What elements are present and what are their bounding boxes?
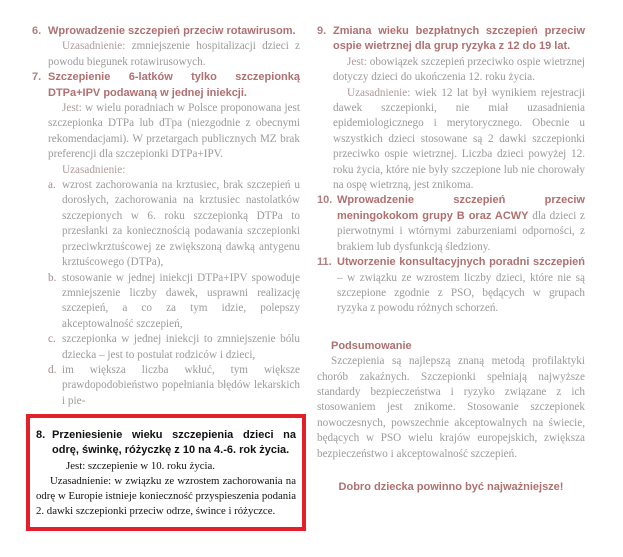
item-number: 11. [317, 256, 332, 269]
item-8 [36, 428, 296, 474]
item-10 [317, 193, 585, 255]
item-number: 10. [317, 194, 333, 207]
summary-heading: Podsumowanie [331, 339, 412, 352]
sub-item-b: b. stosowanie w jednej iniekcji DTPa+IPV spowoduje zmniejszenie liczby dawek, usprawni realizację szczepień, a co za tym idzie, polepszy akceptowalność szczepień, [48, 271, 300, 330]
item-number: 7. [32, 71, 42, 84]
item-rationale: Uzasadnienie: w związku ze wzrostem zachorowania na odrę w Europie istnieje konieczność przyspieszenia podania 2. dawki szczepionki przeciw odrze, śwince i różyczce. [36, 474, 296, 517]
item-rationale-label: Uzasadnienie: [62, 163, 126, 176]
item-rationale: Uzasadnienie: wiek 12 lat był wynikiem rejestracji dawek szczepionki, nie miał uzasadnienia epidemiologicznego i merytorycznego. Obecnie u wszystkich dzieci stosowane są 2 dawki szczepionki przeciwko ospie wietrznej. Liczba dzieci powyżej 12. roku życia, które nie były szczepione lub nie chorowały na ospę wietrzną, jest znikoma. [333, 86, 585, 192]
item-number: 9. [317, 25, 327, 37]
highlight-box-item-8 [26, 414, 306, 531]
item-status: Jest: obowiązek szczepień przeciwko ospie wietrznej dotyczy dzieci do ukończenia 12. roku życia. [333, 55, 585, 84]
left-column [32, 24, 300, 409]
item-number: 8. [36, 429, 46, 441]
closing-statement: Dobro dziecka powinno być najważniejsze! [338, 480, 564, 493]
item-number: 6. [32, 25, 42, 37]
sub-item-a: a. wzrost zachorowania na krztusiec, brak szczepień u dorosłych, zachorowania na krztusiec nastolatków szczepionych w 6. roku szczepionką DTPa to przesłanki za koniecznością podawania szczepionki przeciwkrztuścowej ze zwiększoną dawką antygenu krztuścowego (DTPa), [48, 179, 300, 269]
item-title: Przeniesienie wieku szczepienia dzieci na odrę, świnkę, różyczkę z 10 na 4.-6. rok życia. [52, 429, 296, 457]
summary-text: Szczepienia są najlepszą znaną metodą profilaktyki chorób zakaźnych. Szczepionki spełniają najwyższe standardy bezpieczeństwa i ryzyko związane z ich stosowaniem jest znikome. Stosowanie szczepionek nowoczesnych, powszechnie akceptowalnych na świecie, będących w PSO wielu krajów europejskich, zwiększa bezpieczeństwo i akceptowalność szczepień. [317, 355, 585, 460]
item-status: Jest: w wielu poradniach w Polsce proponowana jest szczepionka DTPa lub dTpa (niezgodnie z obecnymi rekomendacjami). W przetargach publicznych MZ brak preferencji dla szczepionki DTPa+IPV. [48, 102, 300, 161]
right-column [317, 24, 585, 495]
sub-item-d: d. im większa liczba wkłuć, tym większe prawdopodobieństwo popełniania błędów lekarskich i pie- [48, 363, 300, 407]
item-9 [317, 24, 585, 193]
item-11 [317, 255, 585, 317]
item-title: Szczepienie 6-latków tylko szczepionką DTPa+IPV podawaną w jednej iniekcji. [48, 71, 300, 99]
item-text: Wprowadzenie szczepień przeciw meningokokom grupy B oraz ACWY dla dzieci z pierwotnymi i wtórnymi zaburzeniami odporności, z brakiem lub dysfunkcją śledziony. [337, 194, 586, 253]
sub-item-c: c. szczepionka w jednej iniekcji to zmniejszenie bólu dziecka – jest to postulat rodziców i dzieci, [48, 333, 300, 361]
item-rationale: Uzasadnienie: zmniejszenie hospitalizacji dzieci z powodu biegunek rotawirusowych. [48, 40, 300, 68]
item-title: Wprowadzenie szczepień przeciw rotawirusom. [48, 25, 296, 37]
item-title: Zmiana wieku bezpłatnych szczepień przeciw ospie wietrznej dla grup ryzyka z 12 do 19 lat. [333, 25, 585, 53]
item-status: Jest: szczepienie w 10. roku życia. [66, 459, 216, 472]
item-7 [32, 70, 300, 409]
item-6 [32, 24, 300, 70]
item-text: Utworzenie konsultacyjnych poradni szczepień – w związku ze wzrostem liczby dzieci, które nie są szczepione zgodnie z PSO, będących w grupach ryzyka z powodu różnych schorzeń. [337, 256, 585, 315]
